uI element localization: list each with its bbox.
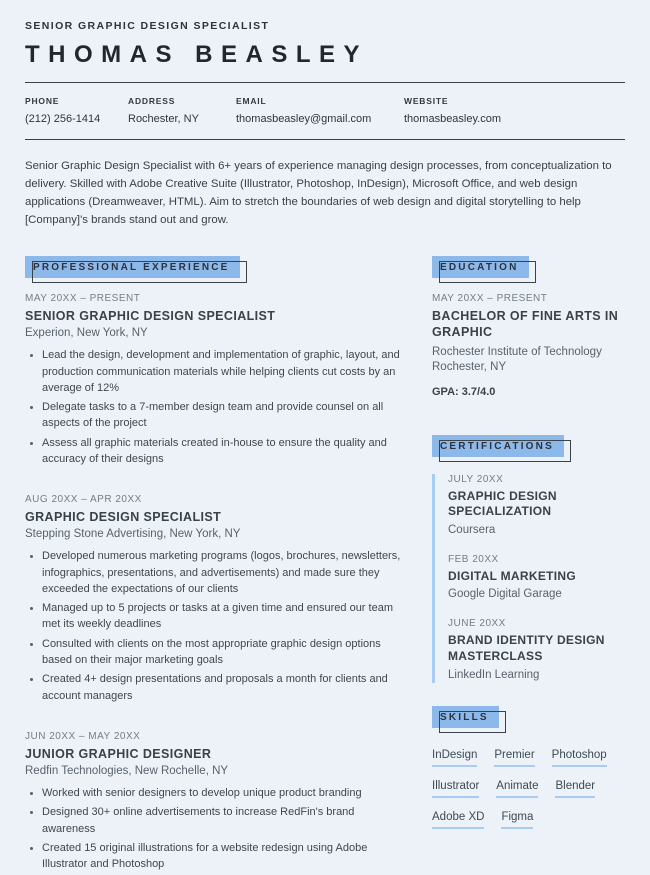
certifications-section [432, 435, 625, 683]
job-bullet: • Created 15 original illustrations for a website redesign using Adobe Illustrator and Photoshop [42, 840, 410, 873]
education-section [432, 256, 625, 398]
skill-item: InDesign [432, 749, 477, 767]
job-date: JUN 20XX – MAY 20XX [25, 730, 141, 742]
job-company: Redfin Technologies, New Rochelle, NY [25, 765, 229, 778]
education-school [432, 345, 625, 376]
job-bullet: • Developed numerous marketing programs (logos, brochures, newsletters, infographics, presentations, and advertisements) and made sure they exceeded the expectations of our clients [42, 548, 410, 597]
contact-website [404, 96, 501, 125]
section-heading-skills [432, 706, 499, 728]
experience-entry [25, 494, 410, 704]
job-bullets [25, 785, 410, 872]
contact-address [128, 96, 236, 125]
certification-date: FEB 20XX [448, 553, 499, 565]
certification-date: JUNE 20XX [448, 618, 506, 630]
skill-item: Photoshop [552, 749, 607, 767]
heading-label: EDUCATION [432, 256, 529, 278]
experience-entry [25, 731, 410, 873]
certification-entry [448, 554, 625, 619]
certification-name: BRAND IDENTITY DESIGN MASTERCLASS [448, 633, 605, 663]
certification-entry [448, 474, 625, 554]
skills-section [432, 706, 625, 829]
contact-phone [25, 96, 128, 125]
contact-website-label: WEBSITE [404, 96, 449, 106]
job-bullet: • Managed up to 5 projects or tasks at a given time and ensured our team met its weekly deadlines [42, 600, 410, 633]
job-title: SENIOR GRAPHIC DESIGN SPECIALIST [25, 309, 276, 324]
job-date: AUG 20XX – APR 20XX [25, 494, 142, 506]
job-bullet: • Consulted with clients on the most appropriate graphic design options based on their major marketing goals [42, 636, 410, 669]
job-bullet: • Assess all graphic materials created in-house to ensure the quality and accuracy of their designs [42, 435, 410, 468]
job-bullet: • Delegate tasks to a 7-member design team and provide counsel on all aspects of the project [42, 399, 410, 432]
certification-entry [448, 618, 625, 682]
resume-header [25, 20, 625, 69]
experience-column [25, 256, 410, 875]
certification-name: DIGITAL MARKETING [448, 568, 576, 583]
skill-item: Illustrator [432, 780, 479, 798]
job-bullets [25, 548, 410, 703]
certification-name: GRAPHIC DESIGN SPECIALIZATION [448, 488, 557, 519]
contact-bar [25, 83, 625, 139]
role-title: SENIOR GRAPHIC DESIGN SPECIALIST [25, 20, 270, 32]
person-name: THOMAS BEASLEY [25, 41, 369, 68]
section-heading-education [432, 256, 529, 278]
contact-email-value: thomasbeasley@gmail.com [236, 113, 372, 125]
certification-org: LinkedIn Learning [448, 668, 540, 681]
skill-item: Adobe XD [432, 811, 484, 829]
education-degree: BACHELOR OF FINE ARTS IN GRAPHIC [432, 309, 619, 340]
education-gpa: GPA: 3.7/4.0 [432, 385, 496, 398]
certification-org: Google Digital Garage [448, 588, 562, 601]
contact-address-label: ADDRESS [128, 96, 176, 106]
job-bullet: • Designed 30+ online advertisements to increase RedFin's brand awareness [42, 804, 410, 837]
job-title: GRAPHIC DESIGN SPECIALIST [25, 510, 222, 525]
section-heading-certifications [432, 435, 564, 457]
contact-email [236, 96, 404, 125]
skills-grid [432, 749, 625, 829]
job-bullet: • Worked with senior designers to develop unique product branding [42, 785, 410, 801]
job-title: JUNIOR GRAPHIC DESIGNER [25, 746, 212, 761]
job-bullet: • Lead the design, development and implementation of graphic, layout, and production communication materials while helping clients cut costs by an average of 12% [42, 347, 410, 396]
certification-org: Coursera [448, 523, 496, 536]
heading-label: SKILLS [432, 706, 499, 728]
job-bullet: • Created 4+ design presentations and proposals a month for clients and account managers [42, 671, 410, 704]
contact-phone-value: (212) 256-1414 [25, 113, 101, 125]
sidebar-column [432, 256, 625, 875]
skill-item: Figma [501, 811, 533, 829]
skill-item: Animate [496, 780, 538, 798]
job-date: MAY 20XX – PRESENT [25, 293, 141, 305]
contact-phone-label: PHONE [25, 96, 60, 106]
skill-item: Blender [555, 780, 595, 798]
certifications-list [432, 474, 625, 683]
education-location: Rochester, NY [432, 361, 507, 374]
divider-contact [25, 139, 625, 140]
job-bullets [25, 347, 410, 467]
skill-item: Premier [494, 749, 534, 767]
contact-address-value: Rochester, NY [128, 113, 199, 125]
contact-email-label: EMAIL [236, 96, 267, 106]
heading-label: PROFESSIONAL EXPERIENCE [25, 256, 240, 278]
education-date: MAY 20XX – PRESENT [432, 293, 548, 305]
education-school-name: Rochester Institute of Technology [432, 345, 602, 358]
heading-label: CERTIFICATIONS [432, 435, 564, 457]
contact-website-value: thomasbeasley.com [404, 113, 502, 125]
job-company: Stepping Stone Advertising, New York, NY [25, 528, 241, 541]
certification-date: JULY 20XX [448, 473, 504, 485]
job-company: Experion, New York, NY [25, 327, 148, 340]
experience-entry [25, 293, 410, 467]
professional-summary: Senior Graphic Design Specialist with 6+ years of experience managing design processes, from conceptualization to delivery. Skilled with Adobe Creative Suite (Illustrator, Photoshop, InDesign), Microsoft Office, and web design applications (Dreamweaver, HTML). Aim to stretch the boundaries of web design and digital storytelling to help [Company]'s brands stand out and grow. [25, 160, 612, 227]
section-heading-experience [25, 256, 240, 278]
